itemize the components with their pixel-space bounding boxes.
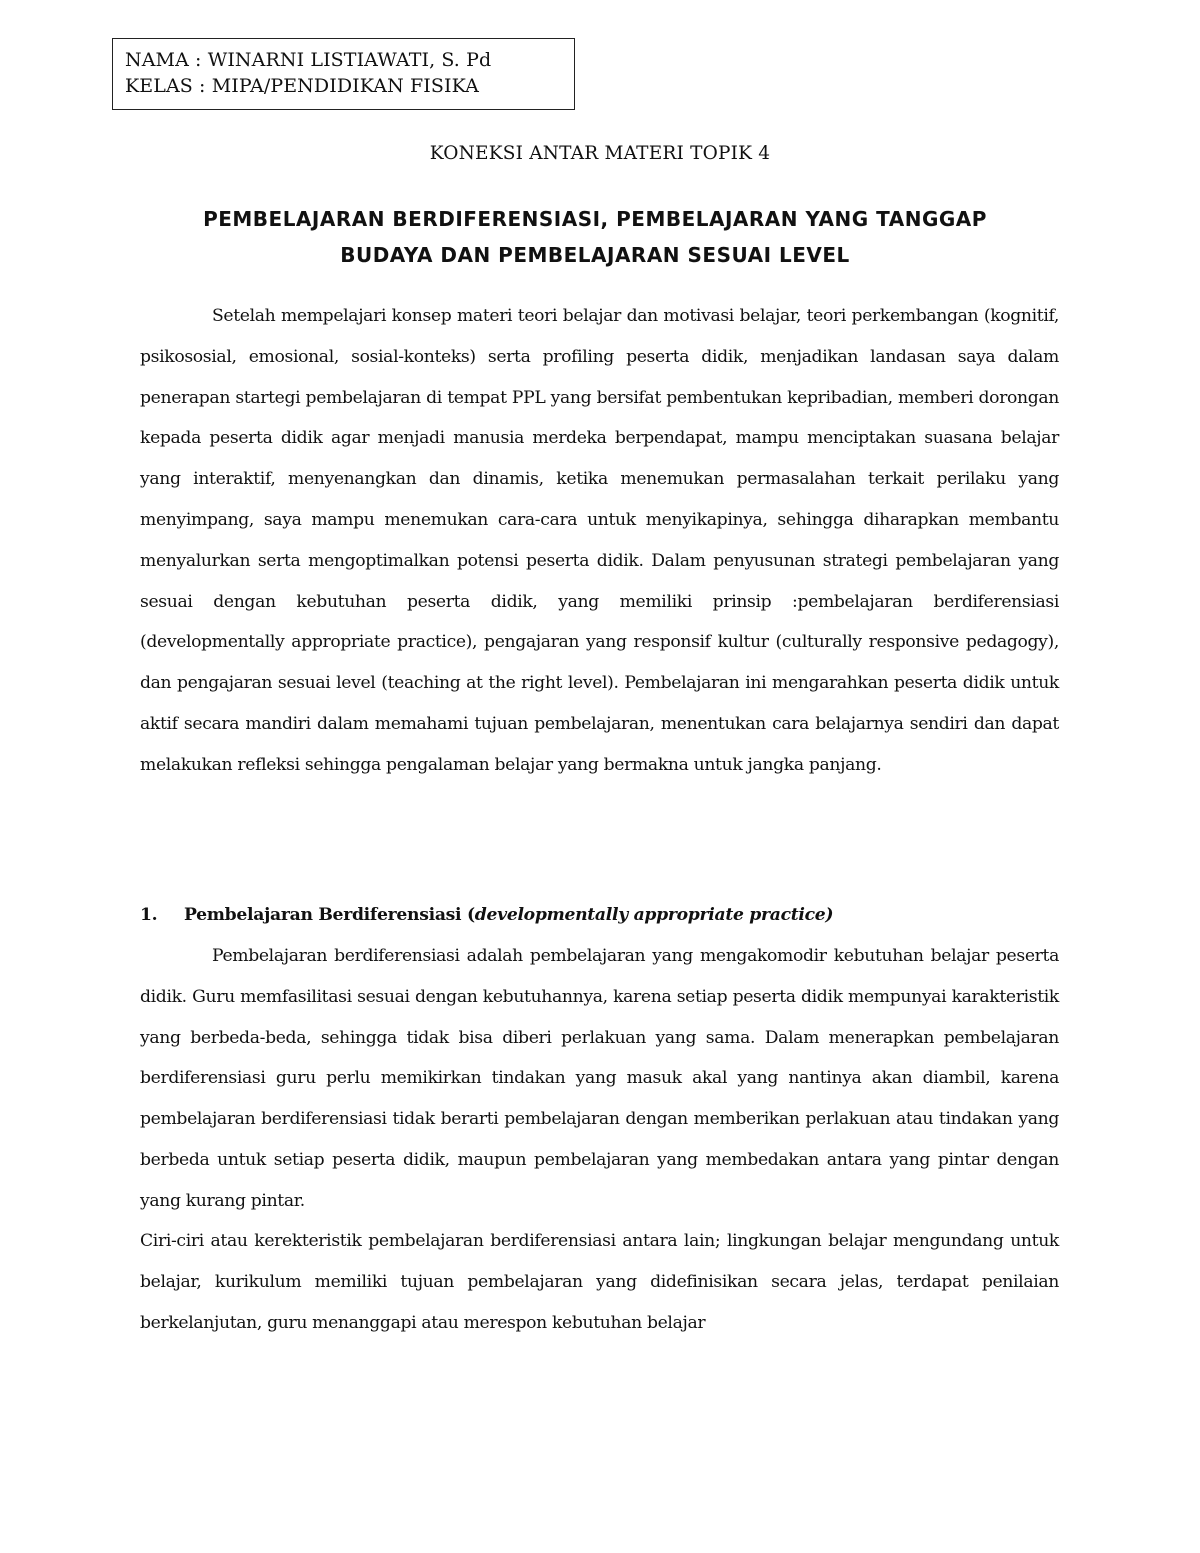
section-1-heading	[140, 900, 1059, 930]
section-1-title: Pembelajaran Berdiferensiasi (	[184, 905, 475, 925]
main-title-line-2: BUDAYA DAN PEMBELAJARAN SESUAI LEVEL	[340, 243, 850, 267]
section-1-subtitle: developmentally appropriate practice)	[474, 905, 834, 925]
topic-title: KONEKSI ANTAR MATERI TOPIK 4	[429, 143, 771, 164]
main-title-line-1: PEMBELAJARAN BERDIFERENSIASI, PEMBELAJARAN YANG TANGGAP	[203, 207, 987, 231]
main-title	[140, 201, 1050, 273]
section-1-number: 1.	[140, 905, 158, 925]
student-class: KELAS : MIPA/PENDIDIKAN FISIKA	[125, 75, 479, 97]
student-name: NAMA : WINARNI LISTIAWATI, S. Pd	[125, 49, 492, 71]
section-1-paragraph-2: Ciri-ciri atau kerekteristik pembelajaran berdiferensiasi antara lain; lingkungan belajar mengundang untuk belajar, kurikulum memiliki tujuan pembelajaran yang didefinisikan secara jelas, terdapat penilaian berkelanjutan, guru menanggapi atau merespon kebutuhan belajar	[140, 1231, 1059, 1333]
section-1-paragraph-1: Pembelajaran berdiferensiasi adalah pembelajaran yang mengakomodir kebutuhan belajar peserta didik. Guru memfasilitasi sesuai dengan kebutuhannya, karena setiap peserta didik mempunyai karakteristik yang berbeda-beda, sehingga tidak bisa diberi perlakuan yang sama. Dalam menerapkan pembelajaran berdiferensiasi guru perlu memikirkan tindakan yang masuk akal yang nantinya akan diambil, karena pembelajaran berdiferensiasi tidak berarti pembelajaran dengan memberikan perlakuan atau tindakan yang berbeda untuk setiap peserta didik, maupun pembelajaran yang membedakan antara yang pintar dengan yang kurang pintar.	[140, 946, 1059, 1211]
intro-paragraph: Setelah mempelajari konsep materi teori belajar dan motivasi belajar, teori perkembangan (kognitif, psikososial, emosional, sosial-konteks) serta profiling peserta didik, menjadikan landasan saya dalam penerapan startegi pembelajaran di tempat PPL yang bersifat pembentukan kepribadian, memberi dorongan kepada peserta didik agar menjadi manusia merdeka berpendapat, mampu menciptakan suasana belajar yang interaktif, menyenangkan dan dinamis, ketika menemukan permasalahan terkait perilaku yang menyimpang, saya mampu menemukan cara-cara untuk menyikapinya, sehingga diharapkan membantu menyalurkan serta mengoptimalkan potensi peserta didik. Dalam penyusunan strategi pembelajaran yang sesuai dengan kebutuhan peserta didik, yang memiliki prinsip :pembelajaran berdiferensiasi (developmentally appropriate practice), pengajaran yang responsif kultur (culturally responsive pedagogy), dan pengajaran sesuai level (teaching at the right level). Pembelajaran ini mengarahkan peserta didik untuk aktif secara mandiri dalam memahami tujuan pembelajaran, menentukan cara belajarnya sendiri dan dapat melakukan refleksi sehingga pengalaman belajar yang bermakna untuk jangka panjang.	[140, 306, 1059, 775]
identity-box	[112, 38, 575, 110]
